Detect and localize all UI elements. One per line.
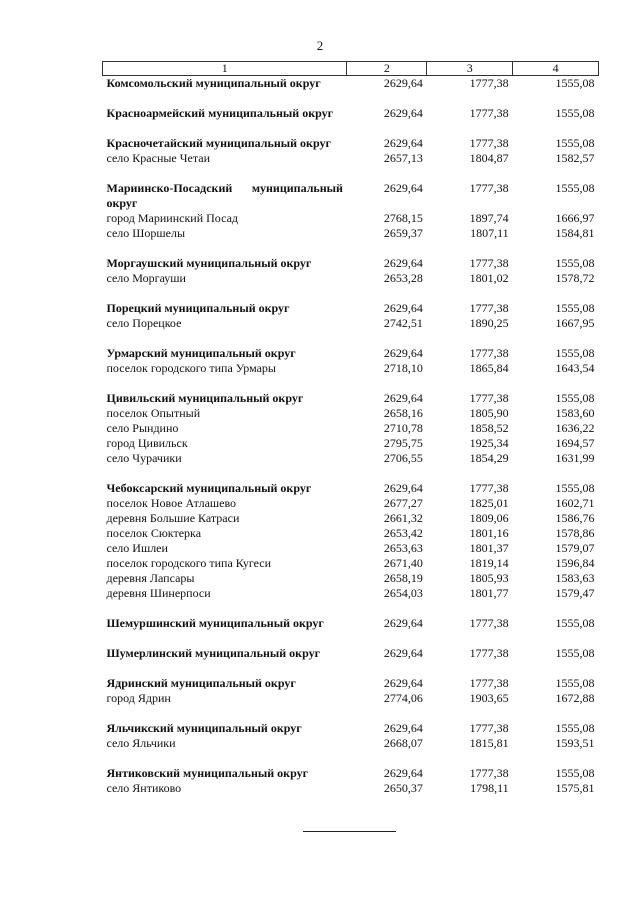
row-name: село Янтиково <box>106 781 182 795</box>
group-spacer <box>103 166 599 181</box>
tariff-table <box>102 61 599 796</box>
value-col-4: 1586,76 <box>555 511 595 525</box>
value-col-3: 1815,81 <box>469 736 509 750</box>
group-spacer <box>103 601 599 616</box>
value-col-4: 1555,08 <box>555 256 595 270</box>
column-header-4: 4 <box>513 62 599 76</box>
locality-row <box>103 556 599 571</box>
value-col-4: 1575,81 <box>555 781 595 795</box>
value-col-4: 1643,54 <box>555 361 595 375</box>
column-header-1: 1 <box>103 62 347 76</box>
locality-row <box>103 361 599 376</box>
value-col-2: 2668,07 <box>383 736 423 750</box>
value-col-4: 1555,08 <box>555 76 595 90</box>
value-col-4: 1555,08 <box>555 481 595 495</box>
table-header-row <box>103 62 599 76</box>
locality-row <box>103 316 599 331</box>
value-col-4: 1555,08 <box>555 181 595 195</box>
value-col-3: 1819,14 <box>469 556 509 570</box>
row-name: деревня Лапсары <box>106 571 195 585</box>
value-col-3: 1805,90 <box>469 406 509 420</box>
value-col-3: 1805,93 <box>469 571 509 585</box>
group-spacer <box>103 331 599 346</box>
value-col-2: 2677,27 <box>383 496 423 510</box>
group-spacer <box>103 121 599 136</box>
district-row <box>103 346 599 361</box>
row-name: Комсомольский муниципальный округ <box>106 76 321 90</box>
locality-row <box>103 691 599 706</box>
value-col-2: 2629,64 <box>383 76 423 90</box>
row-name: город Мариинский Посад <box>106 211 239 225</box>
value-col-4: 1602,71 <box>555 496 595 510</box>
value-col-2: 2768,15 <box>383 211 423 225</box>
value-col-2: 2774,06 <box>383 691 423 705</box>
row-name: поселок Сюктерка <box>106 526 202 540</box>
page-number: 2 <box>316 38 324 53</box>
value-col-4: 1578,86 <box>555 526 595 540</box>
value-col-3: 1777,38 <box>469 391 509 405</box>
district-row <box>103 676 599 691</box>
value-col-2: 2629,64 <box>383 136 423 150</box>
value-col-3: 1777,38 <box>469 76 509 90</box>
value-col-2: 2629,64 <box>383 346 423 360</box>
row-name: село Шоршелы <box>106 226 186 240</box>
value-col-4: 1555,08 <box>555 766 595 780</box>
value-col-2: 2654,03 <box>383 586 423 600</box>
row-name: село Ишлеи <box>106 541 168 555</box>
value-col-2: 2795,75 <box>383 436 423 450</box>
value-col-3: 1925,34 <box>469 436 509 450</box>
value-col-3: 1801,02 <box>469 271 509 285</box>
locality-row <box>103 781 599 796</box>
value-col-2: 2629,64 <box>383 181 423 195</box>
value-col-3: 1777,38 <box>469 676 509 690</box>
value-col-2: 2659,37 <box>383 226 423 240</box>
value-col-4: 1694,57 <box>555 436 595 450</box>
value-col-2: 2658,16 <box>383 406 423 420</box>
value-col-4: 1583,60 <box>555 406 595 420</box>
row-name: Шемуршинский муниципальный округ <box>106 616 324 630</box>
locality-row <box>103 496 599 511</box>
row-name: деревня Большие Катраси <box>106 511 240 525</box>
value-col-2: 2629,64 <box>383 721 423 735</box>
value-col-4: 1593,51 <box>555 736 595 750</box>
value-col-4: 1555,08 <box>555 721 595 735</box>
value-col-4: 1667,95 <box>555 316 595 330</box>
column-header-3: 3 <box>427 62 513 76</box>
locality-row <box>103 421 599 436</box>
value-col-4: 1596,84 <box>555 556 595 570</box>
value-col-2: 2653,63 <box>383 541 423 555</box>
value-col-2: 2629,64 <box>383 391 423 405</box>
value-col-4: 1555,08 <box>555 391 595 405</box>
row-name: село Порецкое <box>106 316 182 330</box>
group-spacer <box>103 706 599 721</box>
row-name: Янтиковский муниципальный округ <box>106 766 309 780</box>
value-col-3: 1854,29 <box>469 451 509 465</box>
value-col-3: 1903,65 <box>469 691 509 705</box>
group-spacer <box>103 241 599 256</box>
value-col-3: 1801,77 <box>469 586 509 600</box>
district-row <box>103 766 599 781</box>
row-name: Порецкий муниципальный округ <box>106 301 290 315</box>
row-name: поселок городского типа Урмары <box>106 361 276 375</box>
locality-row <box>103 586 599 601</box>
value-col-4: 1555,08 <box>555 136 595 150</box>
locality-row <box>103 511 599 526</box>
value-col-2: 2658,19 <box>383 571 423 585</box>
value-col-3: 1777,38 <box>469 301 509 315</box>
locality-row <box>103 451 599 466</box>
district-row <box>103 76 599 92</box>
row-name: село Рындино <box>106 421 179 435</box>
locality-row <box>103 526 599 541</box>
row-name: поселок Опытный <box>106 406 201 420</box>
group-spacer <box>103 466 599 481</box>
district-row <box>103 106 599 121</box>
district-row <box>103 616 599 631</box>
row-name: село Яльчики <box>106 736 176 750</box>
value-col-4: 1636,22 <box>555 421 595 435</box>
value-col-2: 2742,51 <box>383 316 423 330</box>
value-col-3: 1807,11 <box>470 226 509 240</box>
value-col-3: 1798,11 <box>470 781 509 795</box>
value-col-2: 2661,32 <box>383 511 423 525</box>
value-col-2: 2629,64 <box>383 766 423 780</box>
group-spacer <box>103 286 599 301</box>
value-col-4: 1583,63 <box>555 571 595 585</box>
row-name: Мариинско-Посадский муниципальный округ <box>106 181 343 210</box>
district-row <box>103 181 599 211</box>
value-col-2: 2653,28 <box>383 271 423 285</box>
value-col-3: 1777,38 <box>469 481 509 495</box>
district-row <box>103 256 599 271</box>
row-name: село Моргауши <box>106 271 186 285</box>
value-col-2: 2710,78 <box>383 421 423 435</box>
value-col-3: 1777,38 <box>469 181 509 195</box>
row-name: поселок городского типа Кугеси <box>106 556 272 570</box>
locality-row <box>103 736 599 751</box>
row-name: город Ядрин <box>106 691 171 705</box>
value-col-2: 2629,64 <box>383 256 423 270</box>
value-col-3: 1865,84 <box>469 361 509 375</box>
group-spacer <box>103 661 599 676</box>
value-col-2: 2629,64 <box>383 481 423 495</box>
row-name: деревня Шинерпоси <box>106 586 211 600</box>
value-col-3: 1777,38 <box>469 616 509 630</box>
value-col-3: 1777,38 <box>469 721 509 735</box>
value-col-3: 1777,38 <box>469 106 509 120</box>
value-col-4: 1555,08 <box>555 646 595 660</box>
value-col-3: 1777,38 <box>469 766 509 780</box>
value-col-2: 2653,42 <box>383 526 423 540</box>
value-col-3: 1809,06 <box>469 511 509 525</box>
value-col-3: 1777,38 <box>469 646 509 660</box>
district-row <box>103 646 599 661</box>
row-name: Яльчикский муниципальный округ <box>106 721 302 735</box>
value-col-2: 2657,13 <box>383 151 423 165</box>
row-name: Шумерлинский муниципальный округ <box>106 646 321 660</box>
row-name: поселок Новое Атлашево <box>106 496 237 510</box>
value-col-3: 1777,38 <box>469 256 509 270</box>
value-col-3: 1801,37 <box>469 541 509 555</box>
row-name: Красноармейский муниципальный округ <box>106 106 334 120</box>
value-col-3: 1858,52 <box>469 421 509 435</box>
value-col-2: 2629,64 <box>383 301 423 315</box>
value-col-4: 1582,57 <box>555 151 595 165</box>
locality-row <box>103 571 599 586</box>
locality-row <box>103 226 599 241</box>
value-col-3: 1890,25 <box>469 316 509 330</box>
locality-row <box>103 406 599 421</box>
row-name: Красночетайский муниципальный округ <box>106 136 331 150</box>
group-spacer <box>103 376 599 391</box>
group-spacer <box>103 751 599 766</box>
value-col-2: 2671,40 <box>383 556 423 570</box>
district-row <box>103 391 599 406</box>
row-name: Ядринский муниципальный округ <box>106 676 296 690</box>
value-col-4: 1578,72 <box>555 271 595 285</box>
group-spacer <box>103 631 599 646</box>
district-row <box>103 481 599 496</box>
value-col-2: 2629,64 <box>383 676 423 690</box>
value-col-3: 1777,38 <box>469 136 509 150</box>
district-row <box>103 136 599 151</box>
row-name: село Красные Четаи <box>106 151 211 165</box>
closing-rule <box>303 831 396 832</box>
value-col-4: 1555,08 <box>555 346 595 360</box>
value-col-4: 1579,07 <box>555 541 595 555</box>
row-name: Цивильский муниципальный округ <box>106 391 304 405</box>
district-row <box>103 721 599 736</box>
locality-row <box>103 211 599 226</box>
value-col-2: 2650,37 <box>383 781 423 795</box>
locality-row <box>103 436 599 451</box>
table-body <box>103 76 599 797</box>
value-col-2: 2706,55 <box>383 451 423 465</box>
value-col-3: 1897,74 <box>469 211 509 225</box>
column-header-2: 2 <box>347 62 427 76</box>
value-col-2: 2629,64 <box>383 646 423 660</box>
value-col-2: 2629,64 <box>383 616 423 630</box>
value-col-3: 1804,87 <box>469 151 509 165</box>
value-col-4: 1555,08 <box>555 676 595 690</box>
value-col-4: 1584,81 <box>555 226 595 240</box>
value-col-4: 1672,88 <box>555 691 595 705</box>
value-col-3: 1801,16 <box>469 526 509 540</box>
district-row <box>103 301 599 316</box>
value-col-4: 1631,99 <box>555 451 595 465</box>
row-name: Чебоксарский муниципальный округ <box>106 481 312 495</box>
locality-row <box>103 271 599 286</box>
value-col-4: 1555,08 <box>555 616 595 630</box>
row-name: село Чурачики <box>106 451 182 465</box>
locality-row <box>103 151 599 166</box>
value-col-4: 1555,08 <box>555 301 595 315</box>
value-col-4: 1579,47 <box>555 586 595 600</box>
value-col-4: 1555,08 <box>555 106 595 120</box>
group-spacer <box>103 91 599 106</box>
row-name: Урмарский муниципальный округ <box>106 346 296 360</box>
locality-row <box>103 541 599 556</box>
row-name: Моргаушский муниципальный округ <box>106 256 312 270</box>
row-name: город Цивильск <box>106 436 188 450</box>
value-col-2: 2718,10 <box>383 361 423 375</box>
value-col-4: 1666,97 <box>555 211 595 225</box>
value-col-3: 1777,38 <box>469 346 509 360</box>
value-col-2: 2629,64 <box>383 106 423 120</box>
value-col-3: 1825,01 <box>469 496 509 510</box>
